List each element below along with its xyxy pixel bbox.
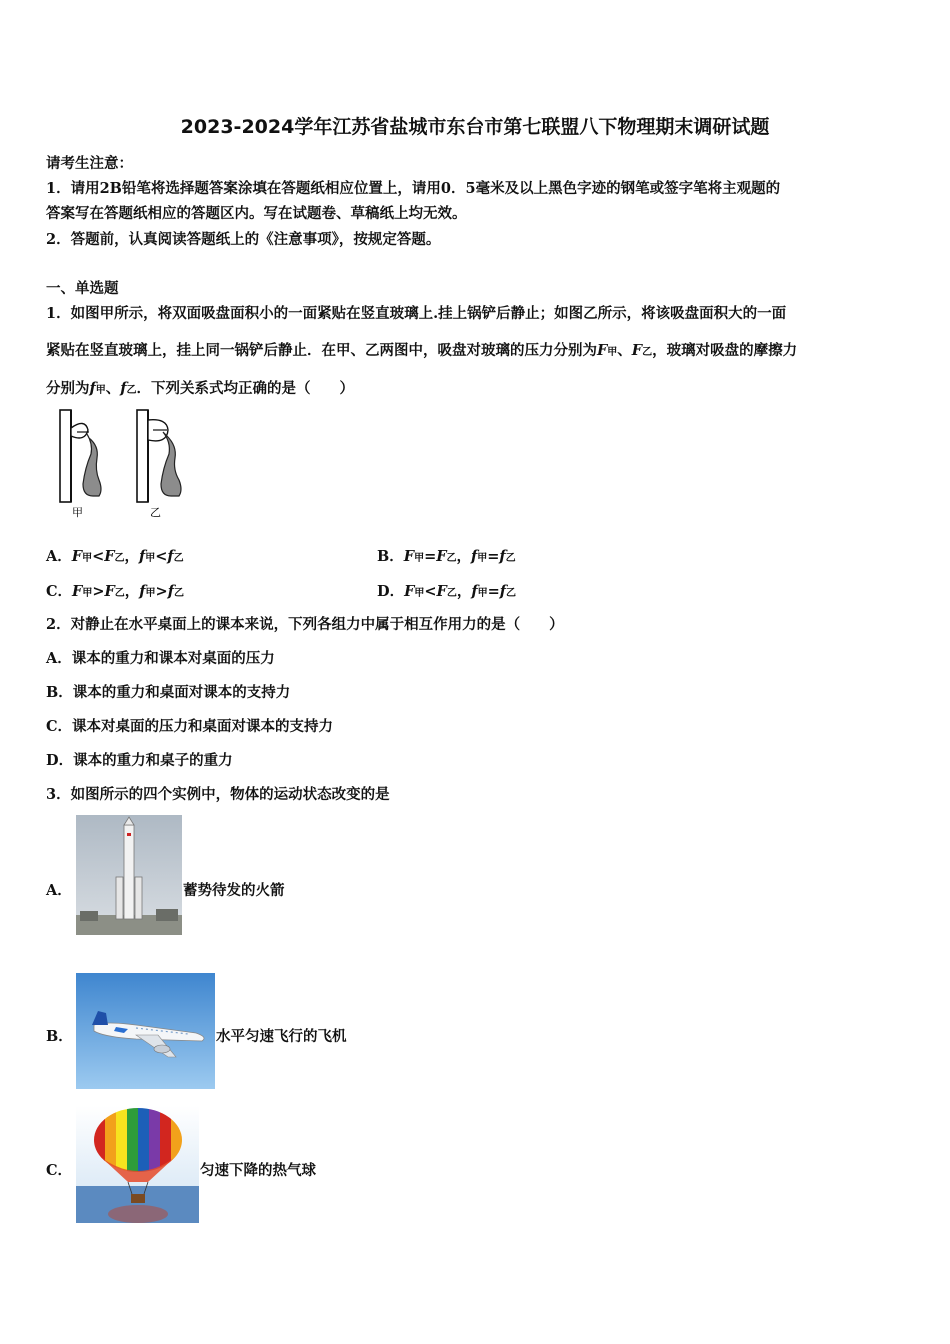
q2-option-b[interactable]: B．课本的重力和桌面对课本的支持力	[46, 684, 291, 701]
q2-stem: 2．对静止在水平桌面上的课本来说，下列各组力中属于相互作用力的是（ ）	[46, 616, 564, 633]
q2-option-a[interactable]: A．课本的重力和课本对桌面的压力	[46, 650, 275, 667]
q1-stem-line-1: 1．如图甲所示，将双面吸盘面积小的一面紧贴在竖直玻璃上.挂上锅铲后静止；如图乙所示，将该吸盘面积大的一面	[46, 305, 787, 322]
q1-stem-line-3: 分别为f甲、f乙．下列关系式均正确的是（ ）	[46, 380, 354, 397]
notice-heading: 请考生注意：	[46, 155, 133, 172]
hot-air-balloon-image	[76, 1106, 199, 1223]
q3-option-b-label[interactable]: B．	[46, 1028, 73, 1045]
section-heading: 一、单选题	[46, 280, 119, 297]
q2-option-d[interactable]: D．课本的重力和桌子的重力	[46, 752, 233, 769]
q3-option-a-label[interactable]: A．	[46, 882, 72, 899]
figure-label-jia: 甲	[72, 506, 83, 519]
figure-jia-glass-and-spatula	[60, 410, 101, 519]
q3-option-c-label[interactable]: C．	[46, 1162, 73, 1179]
q1-option-a[interactable]: A．F甲<F乙，f甲<f乙	[46, 548, 184, 565]
figure-label-yi: 乙	[150, 506, 161, 519]
page-title: 2023-2024学年江苏省盐城市东台市第七联盟八下物理期末调研试题	[180, 116, 770, 138]
q1-stem-line-2: 紧贴在竖直玻璃上，挂上同一锅铲后静止．在甲、乙两图中，吸盘对玻璃的压力分别为F甲、F乙，玻璃对吸盘的摩擦力	[46, 342, 798, 359]
q3-option-b-text[interactable]: 水平匀速飞行的飞机	[216, 1028, 347, 1045]
q1-option-b[interactable]: B．F甲=F乙，f甲=f乙	[377, 548, 516, 565]
q3-option-a-text[interactable]: 蓄势待发的火箭	[183, 882, 285, 899]
q3-stem: 3．如图所示的四个实例中，物体的运动状态改变的是	[46, 786, 390, 803]
q3-option-c-text[interactable]: 匀速下降的热气球	[200, 1162, 316, 1179]
notice-item-1-line-1: 1．请用2B铅笔将选择题答案涂填在答题纸相应位置上，请用0．5毫米及以上黑色字迹的钢笔或签字笔将主观题的	[46, 180, 781, 197]
q1-option-c[interactable]: C．F甲>F乙，f甲>f乙	[46, 583, 184, 600]
q1-option-d[interactable]: D．F甲<F乙，f甲=f乙	[377, 583, 516, 600]
figure-yi-glass-and-spatula	[137, 410, 181, 519]
q2-option-c[interactable]: C．课本对桌面的压力和桌面对课本的支持力	[46, 718, 334, 735]
airplane-image	[76, 973, 215, 1089]
notice-item-1-line-2: 答案写在答题纸相应的答题区内。写在试题卷、草稿纸上均无效。	[46, 205, 467, 222]
rocket-image	[76, 815, 182, 935]
notice-item-2: 2．答题前，认真阅读答题纸上的《注意事项》，按规定答题。	[46, 231, 441, 248]
q1-suction-cup-figure	[55, 408, 190, 520]
